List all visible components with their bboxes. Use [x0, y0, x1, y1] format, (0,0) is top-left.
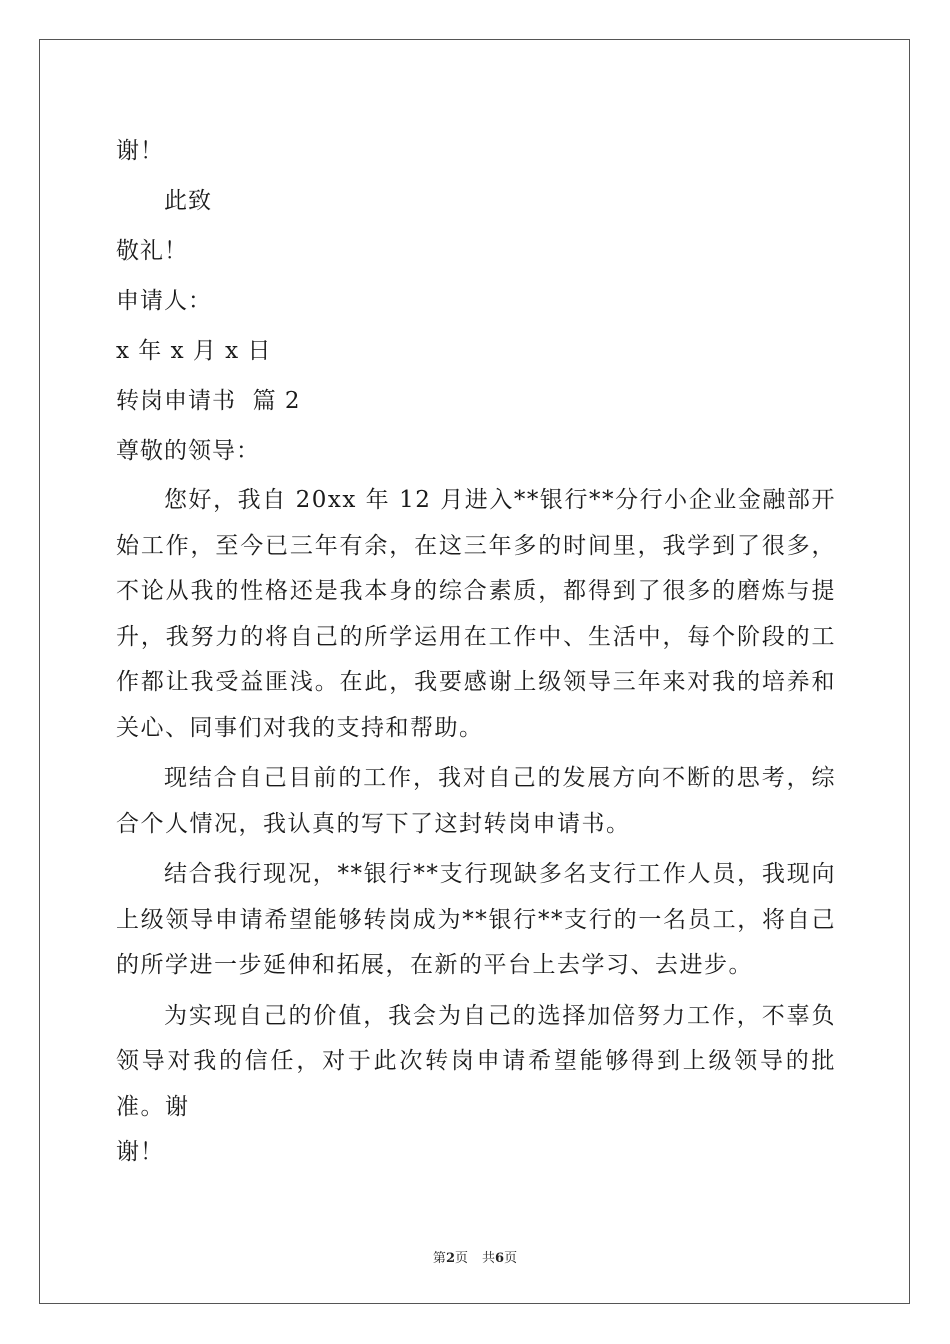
- paragraph-1: 您好，我自 20xx 年 12 月进入**银行**分行小企业金融部开始工作，至今已三年有余，在这三年多的时间里，我学到了很多，不论从我的性格还是我本身的综合素质，都得到了很多的磨炼与提升，我努力的将自己的所学运用在工作中、生活中，每个阶段的工作都让我受益匪浅。在此，我要感谢上级领导三年来对我的培养和关心、同事们对我的支持和帮助。: [116, 487, 836, 741]
- text-line-thanks: 谢！: [116, 138, 164, 164]
- page-footer: [0, 1247, 950, 1266]
- footer-page-current: 2: [445, 1251, 455, 1266]
- text-line-greeting: 尊敬的领导：: [116, 438, 260, 464]
- paragraph-3: 结合我行现况，**银行**支行现缺多名支行工作人员，我现向上级领导申请希望能够转岗成为**银行**支行的一名员工，将自己的所学进一步延伸和拓展，在新的平台上去学习、去进步。: [116, 861, 836, 978]
- paragraph-4: 为实现自己的价值，我会为自己的选择加倍努力工作，不辜负领导对我的信任，对于此次转岗申请希望能够得到上级领导的批准。谢: [116, 1002, 836, 1120]
- text-line-applicant: 申请人：: [116, 288, 212, 314]
- footer-page-suffix: 页: [454, 1251, 468, 1266]
- footer-total-suffix: 页: [504, 1251, 518, 1266]
- footer-page-prefix: 第: [432, 1251, 446, 1266]
- text-line-regards: 敬礼！: [116, 238, 188, 264]
- section-title: 转岗申请书 篇 2: [116, 388, 301, 414]
- footer-total-prefix: 共: [482, 1251, 496, 1266]
- text-line-salutation: 此致: [164, 188, 212, 214]
- paragraph-2: 现结合自己目前的工作，我对自己的发展方向不断的思考，综合个人情况，我认真的写下了这封转岗申请书。: [116, 765, 836, 837]
- footer-page-total: 6: [495, 1251, 505, 1266]
- document-body: [116, 126, 836, 1176]
- text-line-date: x 年 x 月 x 日: [116, 338, 272, 364]
- text-line-closing: 谢！: [116, 1139, 164, 1165]
